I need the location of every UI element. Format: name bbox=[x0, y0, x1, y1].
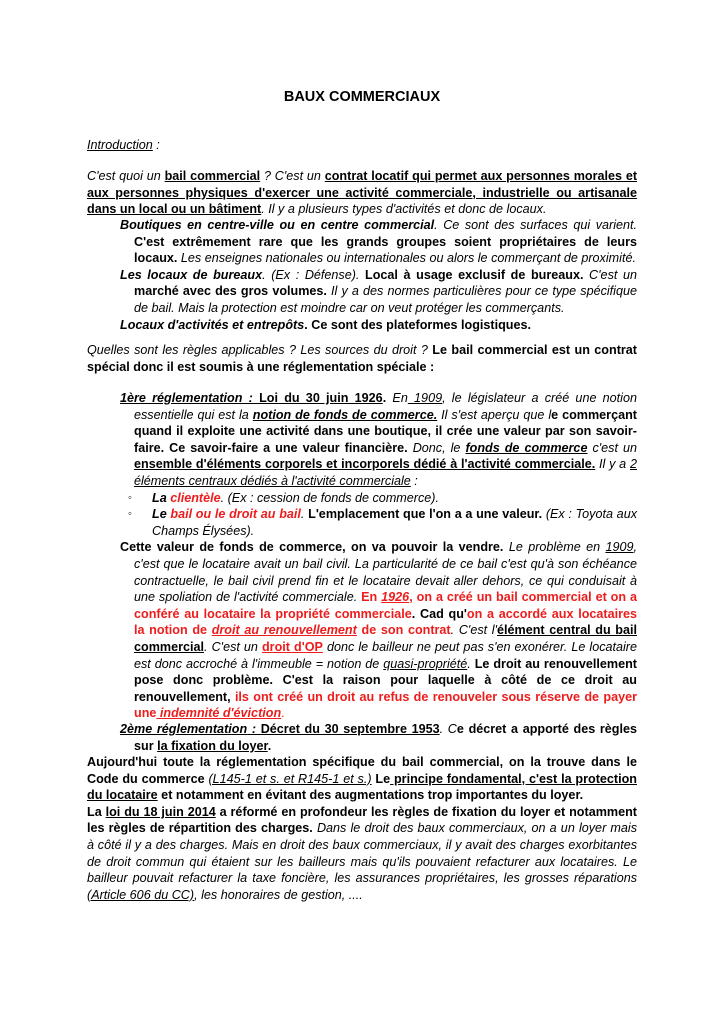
current-regulation-paragraph: Aujourd'hui toute la réglementation spécifique du bail commercial, on la trouve dans le Code du commerce (L145-1 et s. et R145-1 et s.) Le principe fondamental, c'est la protection du locataire et notamment en évitant des augmentations trop importantes du loyer. La loi du 18 juin 2014 a réformé en profondeur les règles de fixation du loyer et notamment les règles de répartition des charges. Dans le droit des baux commerciaux, on a un loyer mais à côté il y a des charges. Mais en droit des baux commerciaux, il y avait des charges exorbitantes de droit commun qui étaient sur les bailleurs mais qu'ils pouvaient refacturer aux locataires. Le bailleur pouvait refacturer la taxe foncière, les assurances propriétaires, les grosses réparations (Article 606 du CC), les honoraires de gestion, .... bbox=[87, 755, 638, 902]
page-title: BAUX COMMERCIAUX bbox=[283, 89, 441, 105]
law-2014: loi du 18 juin 2014 bbox=[105, 804, 216, 819]
bullet-icon: ◦ bbox=[128, 491, 132, 504]
list-item-activites: Locaux d'activités et entrepôts. Ce sont des plateformes logistiques. bbox=[120, 317, 532, 332]
regulation-2: 2ème réglementation : Décret du 30 septembre 1953. Ce décret a apporté des règles sur la fixation du loyer. bbox=[120, 722, 638, 753]
bail-commercial-term: bail commercial bbox=[164, 169, 261, 183]
list-item-bail: ◦ Le bail ou le droit au bail. L'emplacement que l'on a a une valeur. (Ex : Toyota aux Champs Élysées). bbox=[128, 507, 637, 538]
law-1926: Loi du 30 juin 1926 bbox=[259, 391, 383, 405]
sources-paragraph: Quelles sont les règles applicables ? Les sources du droit ? Le bail commercial est un contrat spécial donc il est soumis à une réglementation spéciale : bbox=[87, 343, 637, 374]
regulation-1: 1ère réglementation : Loi du 30 juin 1926. En 1909, le législateur a créé une notion essentielle qui est la notion de fonds de commerce. Il s'est aperçu que le commerçant quand il exploite une activité dans une boutique, il crée une valeur par son savoir-faire. Ce savoir-faire a une valeur financière. Donc, le fonds de commerce c'est un ensemble d'éléments corporels et incorporels dédié à l'activité commerciale. Il y a 2 éléments centraux dédiés à l'activité commerciale : ◦ La clientèle. (Ex : cession de fonds de commerce). ◦ Le bail ou le droit au bail. L'emplacement que l'on a a une valeur. (Ex : Toyota aux Champs Élysées). Cette valeur de fonds de commerce, on va pouvoir la vendre. Le problème en 1909, c'est que le locataire avait un bail civil. La particularité de ce bail c'est qu'à son échéance contractuelle, le bail civil prend fin et le locataire devait aller dehors, ce qui conduisait à une spoliation de l'activité commerciale. En 1926, on a créé un bail commercial et on a conféré au locataire la propriété commerciale. Cad qu'on a accordé aux locataires la notion de droit au renouvellement de son contrat. C'est l'élément central du bail commercial. C'est un droit d'OP donc le bailleur ne peut pas s'en exonérer. Le locataire est donc accroché à l'immeuble = notion de quasi-propriété. Le droit au renouvellement pose donc problème. C'est la raison pour laquelle à côté de ce droit au renouvellement, ils ont créé un droit au refus de renouveler sous réserve de payer une indemnité d'éviction. bbox=[120, 391, 638, 721]
list-item-clientele: ◦ La clientèle. (Ex : cession de fonds de commerce). bbox=[128, 490, 439, 505]
bullet-icon: ◦ bbox=[128, 508, 132, 521]
intro-heading-label: Introduction bbox=[87, 138, 153, 152]
premises-types bbox=[120, 217, 637, 333]
intro-heading: Introduction : bbox=[87, 138, 160, 152]
list-item-boutiques: Boutiques en centre-ville ou en centre commercial. Ce sont des surfaces qui varient. C'est extrêmement rare que les grands groupes soient propriétaires de leurs locaux. Les enseignes nationales ou internationales ou alors le commerçant de proximité. bbox=[120, 218, 637, 266]
definition-text: contrat locatif qui permet aux personnes morales et aux personnes physiques d'exercer une activité commerciale, industrielle ou artisanale dans un local ou un bâtiment bbox=[87, 169, 638, 217]
list-item-bureaux: Les locaux de bureaux. (Ex : Défense). Local à usage exclusif de bureaux. C'est un marché avec des gros volumes. Il y a des normes particulières pour ce type spécifique de bail. Mais la protection est moindre car on veut protéger les commerçants. bbox=[120, 267, 637, 315]
regulation-2-label: 2ème réglementation bbox=[120, 722, 248, 736]
intro-paragraph: C'est quoi un bail commercial ? C'est un contrat locatif qui permet aux personnes morales et aux personnes physiques d'exercer une activité commerciale, industrielle ou artisanale dans un local ou un bâtiment. Il y a plusieurs types d'activités et donc de locaux. bbox=[87, 169, 638, 217]
regulation-1-history: Cette valeur de fonds de commerce, on va pouvoir la vendre. Le problème en 1909, c'est que le locataire avait un bail civil. La particularité de ce bail c'est qu'à son échéance contractuelle, le bail civil prend fin et le locataire devait aller dehors, ce qui conduisait à une spoliation de l'activité commerciale. En 1926, on a créé un bail commercial et on a conféré au locataire la propriété commerciale. Cad qu'on a accordé aux locataires la notion de droit au renouvellement de son contrat. C'est l'élément central du bail commercial. C'est un droit d'OP donc le bailleur ne peut pas s'en exonérer. Le locataire est donc accroché à l'immeuble = notion de quasi-propriété. Le droit au renouvellement pose donc problème. C'est la raison pour laquelle à côté de ce droit au renouvellement, ils ont créé un droit au refus de renouveler sous réserve de payer une indemnité d'éviction. bbox=[120, 540, 638, 721]
regulation-1-label: 1ère réglementation bbox=[120, 391, 243, 405]
decree-1953: Décret du 30 septembre 1953 bbox=[260, 722, 440, 736]
